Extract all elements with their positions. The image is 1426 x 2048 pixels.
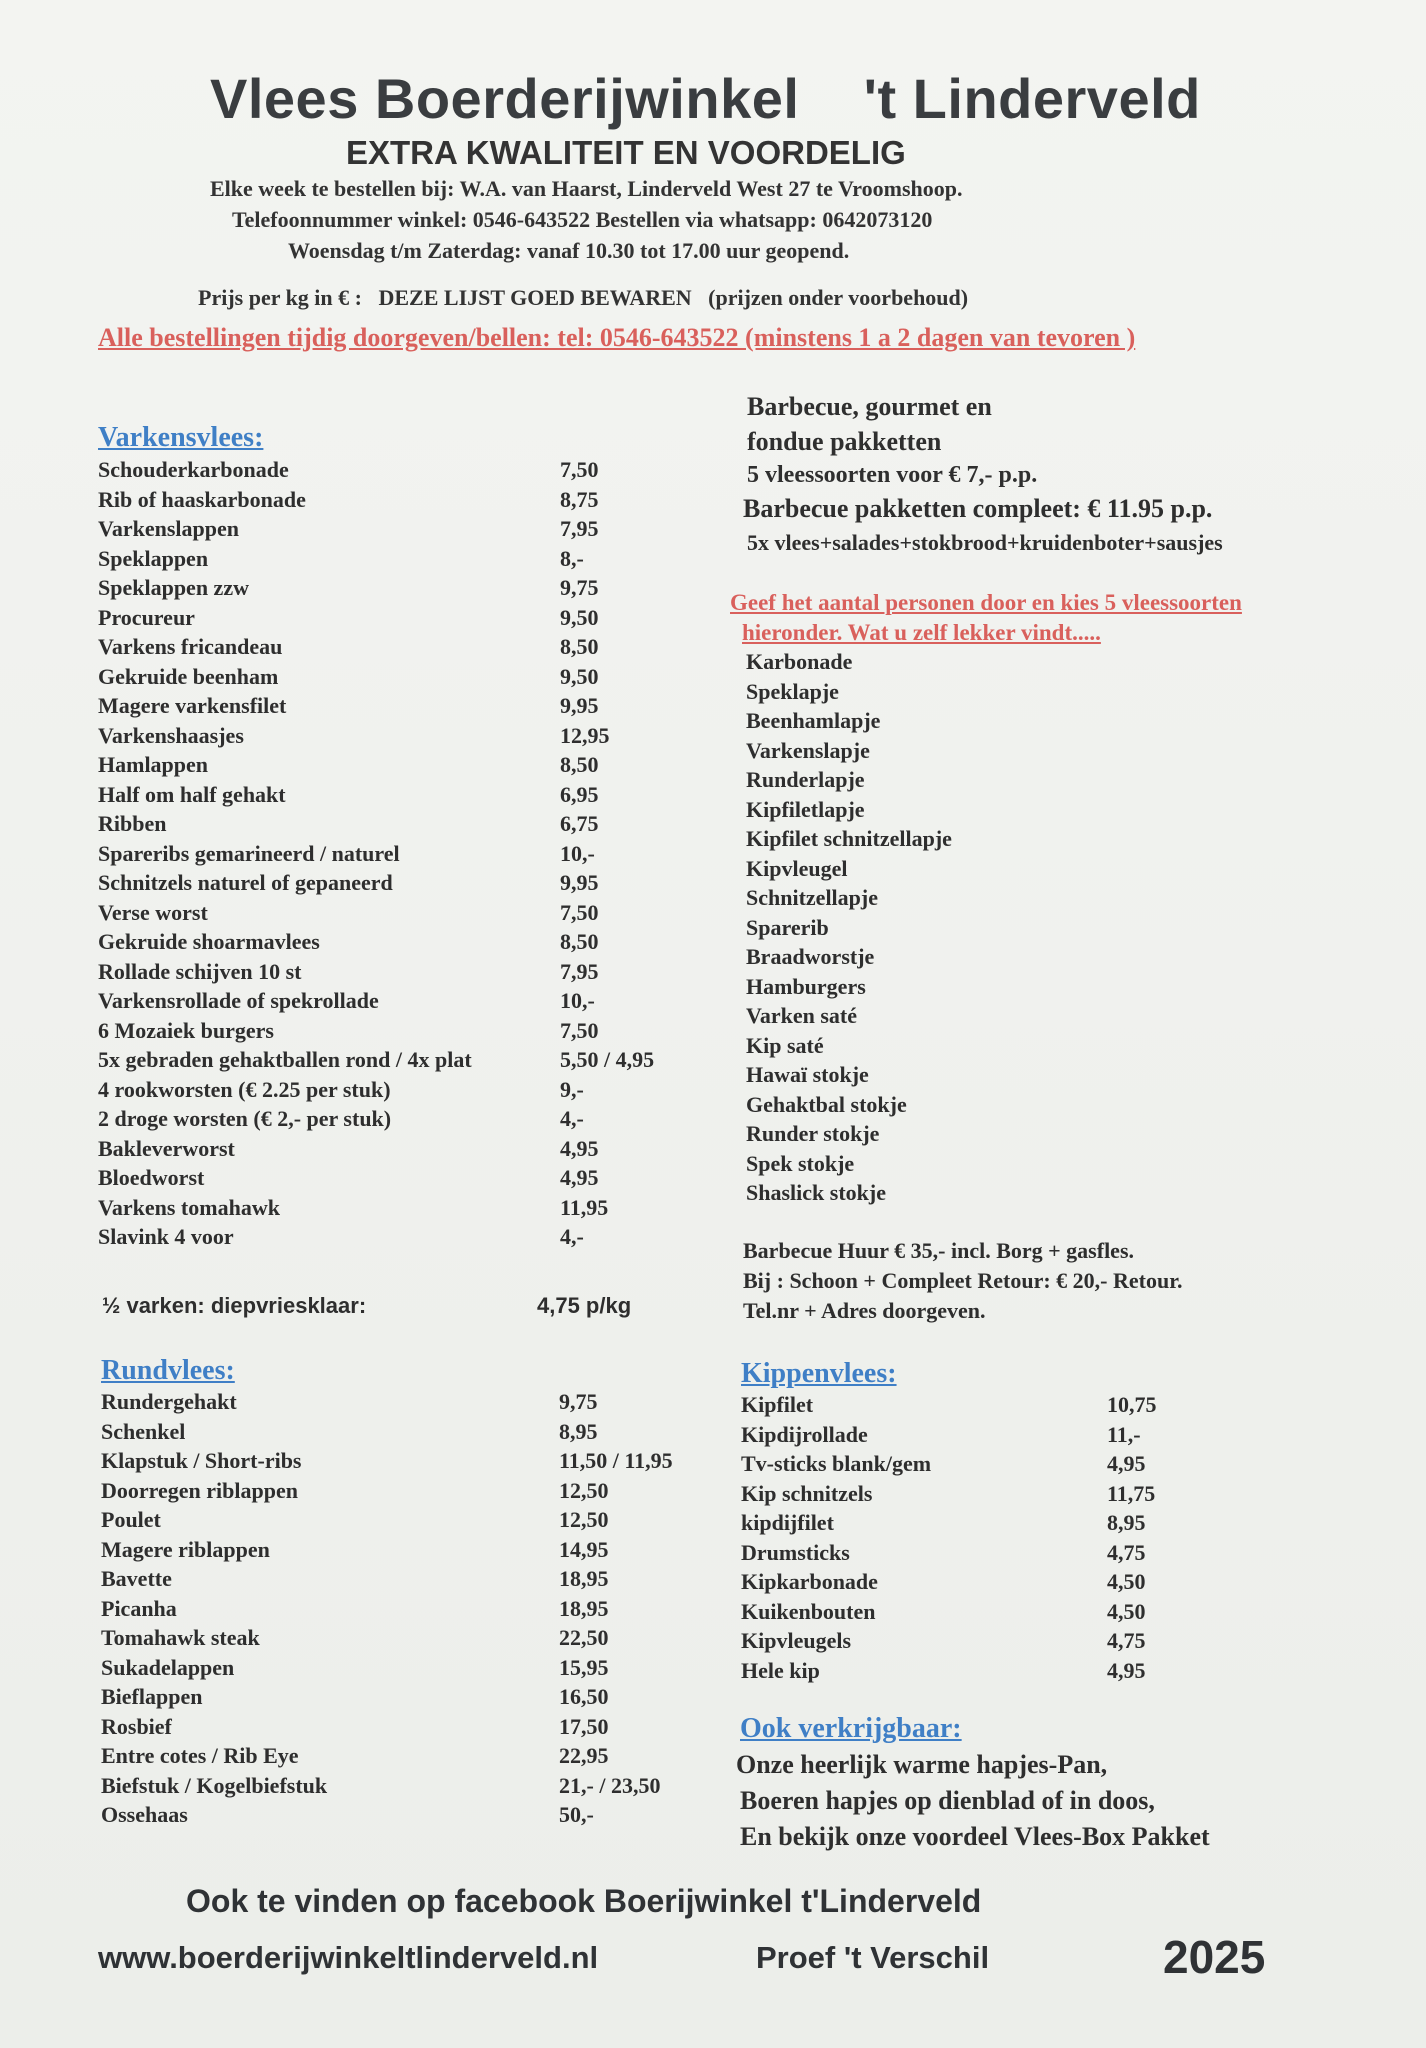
- bbq-heading-1: Barbecue, gourmet en: [747, 392, 992, 421]
- item-price: 4,50: [1107, 1569, 1146, 1594]
- price-note: Prijs per kg in € : DEZE LIJST GOED BEWAREN (prijzen onder voorbehoud): [198, 285, 969, 310]
- item-price: 22,95: [559, 1743, 609, 1768]
- order-info: Elke week te bestellen bij: W.A. van Haarst, Linderveld West 27 te Vroomshoop.: [210, 176, 963, 201]
- price-row: [98, 841, 678, 871]
- rundvlees-list: [101, 1389, 701, 1832]
- item-price: 10,-: [560, 840, 595, 866]
- bbq-option-label: Shaslick stokje: [746, 1180, 886, 1205]
- item-name: Speklappen zzw: [98, 575, 249, 600]
- item-name: Gekruide beenham: [98, 663, 279, 689]
- bbq-option: [746, 797, 1246, 827]
- bbq-meat-options-list: [746, 649, 1246, 1210]
- item-name: Hele kip: [741, 1657, 820, 1683]
- bbq-option: [746, 856, 1246, 886]
- bbq-option: [746, 1092, 1246, 1122]
- bbq-option-label: Beenhamlapje: [746, 708, 881, 733]
- bbq-instruction-1: Geef het aantal personen door en kies 5 vleessoorten: [730, 590, 1242, 615]
- price-row: [98, 959, 678, 989]
- bbq-rental-return: Bij : Schoon + Compleet Retour: € 20,- Retour.: [743, 1268, 1183, 1293]
- bbq-contents: 5x vlees+salades+stokbrood+kruidenboter+sausjes: [747, 530, 1223, 555]
- bbq-option: [746, 1062, 1246, 1092]
- bbq-option: [746, 767, 1246, 797]
- item-name: Kuikenbouten: [741, 1598, 876, 1624]
- section-title-rundvlees: Rundvlees:: [101, 1355, 235, 1386]
- item-price: 8,95: [559, 1418, 598, 1444]
- bbq-option-label: Runder stokje: [746, 1121, 880, 1146]
- item-name: Rib of haaskarbonade: [98, 486, 306, 512]
- item-price: 4,95: [560, 1165, 599, 1190]
- facebook-note: Ook te vinden op facebook Boerijwinkel t'Linderveld: [186, 1883, 982, 1919]
- item-name: Varkens tomahawk: [98, 1194, 280, 1220]
- bbq-option: [746, 885, 1246, 915]
- price-row: [98, 487, 678, 517]
- bbq-rental-contact: Tel.nr + Adres doorgeven.: [743, 1298, 986, 1323]
- item-price: 7,95: [560, 516, 599, 541]
- price-row: [98, 664, 678, 694]
- bbq-option: [746, 1003, 1246, 1033]
- bbq-complete-price: Barbecue pakketten compleet: € 11.95 p.p.: [743, 494, 1213, 523]
- item-price: 6,75: [560, 811, 599, 836]
- bbq-option: [746, 649, 1246, 679]
- item-name: Varkenslappen: [98, 516, 240, 541]
- item-name: Kipvleugels: [741, 1628, 852, 1653]
- price-row: [101, 1596, 701, 1626]
- item-name: Slavink 4 voor: [98, 1224, 234, 1249]
- bbq-option: [746, 679, 1246, 709]
- item-price: 9,95: [560, 870, 599, 895]
- item-price: 16,50: [559, 1684, 609, 1709]
- price-row: [98, 1224, 678, 1254]
- price-row: [98, 782, 678, 812]
- item-name: Poulet: [101, 1507, 161, 1532]
- item-name: Rosbief: [101, 1713, 172, 1739]
- item-name: 6 Mozaiek burgers: [98, 1017, 274, 1043]
- item-name: 5x gebraden gehaktballen rond / 4x plat: [98, 1047, 472, 1072]
- item-price: 9,75: [559, 1389, 598, 1414]
- bbq-option-label: Gehaktbal stokje: [746, 1091, 907, 1117]
- item-name: Schouderkarbonade: [98, 457, 289, 482]
- item-name: Biefstuk / Kogelbiefstuk: [101, 1772, 328, 1798]
- section-title-kippenvlees: Kippenvlees:: [741, 1358, 897, 1389]
- item-name: kipdijfilet: [741, 1510, 834, 1535]
- item-name: Tv-sticks blank/gem: [741, 1451, 932, 1476]
- item-name: Sukadelappen: [101, 1654, 235, 1680]
- price-row: [741, 1540, 1211, 1570]
- item-name: Bieflappen: [101, 1684, 203, 1709]
- item-name: Entre cotes / Rib Eye: [101, 1743, 299, 1768]
- half-pig-price: 4,75 p/kg: [537, 1293, 632, 1318]
- item-price: 4,95: [1107, 1451, 1146, 1476]
- price-row: [101, 1507, 701, 1537]
- item-price: 12,95: [560, 722, 610, 748]
- price-row: [98, 929, 678, 959]
- bbq-heading-3: 5 vleessoorten voor € 7,- p.p.: [747, 462, 1038, 488]
- shop-title: Vlees Boerderijwinkel 't Linderveld: [210, 67, 1201, 130]
- item-price: 9,50: [560, 604, 599, 630]
- slogan: Proef 't Verschil: [756, 1940, 990, 1975]
- price-row: [101, 1625, 701, 1655]
- item-price: 11,50 / 11,95: [559, 1448, 673, 1473]
- item-price: 9,75: [560, 575, 599, 600]
- shop-subtitle: EXTRA KWALITEIT EN VOORDELIG: [346, 134, 906, 171]
- item-name: Varkenshaasjes: [98, 722, 244, 748]
- price-row: [98, 870, 678, 900]
- bbq-option-label: Karbonade: [746, 649, 853, 674]
- item-price: 11,75: [1107, 1480, 1156, 1506]
- section-title-ook-verkrijgbaar: Ook verkrijgbaar:: [740, 1713, 962, 1744]
- bbq-option-label: Hamburgers: [746, 973, 866, 999]
- item-price: 4,-: [560, 1224, 584, 1249]
- item-name: Hamlappen: [98, 752, 209, 777]
- item-price: 8,75: [560, 486, 599, 512]
- price-row: [98, 605, 678, 635]
- item-name: Speklappen: [98, 545, 209, 571]
- price-row: [101, 1743, 701, 1773]
- price-row: [98, 1195, 678, 1225]
- price-row: [98, 1047, 678, 1077]
- price-row: [98, 546, 678, 576]
- bbq-option-label: Hawaï stokje: [746, 1062, 869, 1087]
- price-row: [741, 1599, 1211, 1629]
- bbq-option: [746, 1121, 1246, 1151]
- section-title-varkensvlees: Varkensvlees:: [98, 422, 264, 453]
- bbq-option-label: Runderlapje: [746, 767, 865, 792]
- bbq-option: [746, 826, 1246, 856]
- item-price: 7,50: [560, 899, 599, 925]
- bbq-option-label: Speklapje: [746, 678, 839, 704]
- price-row: [98, 1077, 678, 1107]
- item-price: 8,50: [560, 752, 599, 777]
- price-row: [741, 1481, 1211, 1511]
- price-row: [101, 1566, 701, 1596]
- price-row: [98, 723, 678, 753]
- extra-boeren-hapjes: Boeren hapjes op dienblad of in doos,: [740, 1786, 1155, 1815]
- price-row: [98, 1106, 678, 1136]
- half-pig-label: ½ varken: diepvriesklaar:: [102, 1293, 367, 1318]
- item-price: 21,- / 23,50: [559, 1772, 661, 1798]
- bbq-option: [746, 1033, 1246, 1063]
- price-row: [741, 1658, 1211, 1688]
- item-price: 4,75: [1107, 1539, 1146, 1565]
- price-row: [98, 811, 678, 841]
- item-price: 7,50: [560, 1017, 599, 1043]
- bbq-option-label: Kipfiletlapje: [746, 796, 865, 822]
- bbq-option: [746, 915, 1246, 945]
- item-name: Varkensrollade of spekrollade: [98, 988, 379, 1013]
- item-price: 9,50: [560, 663, 599, 689]
- price-row: [101, 1448, 701, 1478]
- bbq-option: [746, 708, 1246, 738]
- item-price: 9,-: [560, 1076, 584, 1102]
- item-name: Schnitzels naturel of gepaneerd: [98, 870, 393, 895]
- item-name: Spareribs gemarineerd / naturel: [98, 840, 400, 866]
- item-name: Bavette: [101, 1566, 172, 1591]
- item-price: 4,50: [1107, 1598, 1146, 1624]
- bbq-option: [746, 1151, 1246, 1181]
- price-row: [101, 1684, 701, 1714]
- bbq-option: [746, 1180, 1246, 1210]
- item-name: Bloedworst: [98, 1165, 205, 1190]
- price-row: [101, 1389, 701, 1419]
- item-name: Doorregen riblappen: [101, 1477, 298, 1503]
- price-row: [741, 1422, 1211, 1452]
- bbq-option-label: Kipfilet schnitzellapje: [746, 826, 952, 851]
- item-price: 15,95: [559, 1654, 609, 1680]
- item-name: Rollade schijven 10 st: [98, 958, 302, 984]
- item-name: Varkens fricandeau: [98, 634, 283, 659]
- item-name: Rundergehakt: [101, 1389, 237, 1414]
- item-name: Ossehaas: [101, 1802, 188, 1827]
- item-price: 18,95: [559, 1566, 609, 1591]
- price-row: [101, 1802, 701, 1832]
- item-price: 4,95: [560, 1135, 599, 1161]
- item-price: 11,-: [1107, 1421, 1141, 1447]
- price-row: [98, 634, 678, 664]
- bbq-rental: Barbecue Huur € 35,- incl. Borg + gasfles.: [743, 1238, 1135, 1263]
- item-price: 5,50 / 4,95: [560, 1047, 655, 1072]
- item-price: 14,95: [559, 1536, 609, 1562]
- item-name: Ribben: [98, 811, 167, 836]
- item-name: Kip schnitzels: [741, 1480, 873, 1506]
- bbq-option: [746, 974, 1246, 1004]
- bbq-option-label: Kip saté: [746, 1032, 824, 1058]
- price-row: [741, 1510, 1211, 1540]
- item-name: Kipdijrollade: [741, 1421, 868, 1447]
- price-row: [98, 693, 678, 723]
- website-link[interactable]: www.boerderijwinkeltlinderveld.nl: [98, 1940, 599, 1975]
- year: 2025: [1163, 1931, 1266, 1983]
- item-price: 9,95: [560, 693, 599, 718]
- item-price: 7,95: [560, 958, 599, 984]
- price-row: [98, 900, 678, 930]
- item-price: 10,-: [560, 988, 595, 1013]
- item-name: Tomahawk steak: [101, 1625, 260, 1650]
- price-row: [101, 1478, 701, 1508]
- bbq-heading-2: fondue pakketten: [747, 427, 942, 456]
- item-price: 8,-: [560, 545, 584, 571]
- item-price: 4,75: [1107, 1628, 1146, 1653]
- extra-hapjes-pan: Onze heerlijk warme hapjes-Pan,: [736, 1750, 1108, 1779]
- bbq-option-label: Varkenslapje: [746, 737, 870, 763]
- item-name: Picanha: [101, 1595, 177, 1621]
- price-row: [98, 457, 678, 487]
- price-row: [98, 1165, 678, 1195]
- price-row: [741, 1569, 1211, 1599]
- item-name: Klapstuk / Short-ribs: [101, 1448, 302, 1473]
- price-row: [98, 1018, 678, 1048]
- order-alert: Alle bestellingen tijdig doorgeven/bellen: tel: 0546-643522 (minstens 1 a 2 dagen van tevoren ): [98, 323, 1136, 352]
- item-price: 50,-: [559, 1802, 594, 1827]
- price-row: [98, 752, 678, 782]
- opening-hours: Woensdag t/m Zaterdag: vanaf 10.30 tot 17.00 uur geopend.: [288, 238, 850, 263]
- item-price: 22,50: [559, 1625, 609, 1650]
- bbq-option-label: Schnitzellapje: [746, 885, 878, 910]
- item-name: Bakleverworst: [98, 1135, 235, 1161]
- price-row: [101, 1419, 701, 1449]
- item-name: Procureur: [98, 604, 195, 630]
- varkensvlees-list: [98, 457, 678, 1254]
- bbq-option-label: Kipvleugel: [746, 855, 848, 881]
- item-price: 8,95: [1107, 1510, 1146, 1535]
- price-row: [741, 1451, 1211, 1481]
- item-price: 4,95: [1107, 1657, 1146, 1683]
- item-name: Kipkarbonade: [741, 1569, 878, 1594]
- item-name: Verse worst: [98, 899, 208, 925]
- item-name: 2 droge worsten (€ 2,- per stuk): [98, 1106, 392, 1131]
- item-name: Magere varkensfilet: [98, 693, 287, 718]
- bbq-option-label: Braadworstje: [746, 944, 875, 969]
- item-price: 12,50: [559, 1507, 609, 1532]
- item-name: Half om half gehakt: [98, 781, 286, 807]
- item-price: 17,50: [559, 1713, 609, 1739]
- price-row: [101, 1773, 701, 1803]
- item-price: 11,95: [560, 1194, 609, 1220]
- item-name: Magere riblappen: [101, 1536, 270, 1562]
- item-price: 18,95: [559, 1595, 609, 1621]
- item-price: 4,-: [560, 1106, 584, 1131]
- item-price: 8,50: [560, 929, 599, 954]
- price-row: [101, 1537, 701, 1567]
- item-price: 7,50: [560, 457, 599, 482]
- price-row: [741, 1392, 1211, 1422]
- item-name: Drumsticks: [741, 1539, 850, 1565]
- price-row: [101, 1655, 701, 1685]
- price-row: [98, 1136, 678, 1166]
- bbq-option: [746, 944, 1246, 974]
- extra-vlees-box: En bekijk onze voordeel Vlees-Box Pakket: [740, 1822, 1210, 1851]
- item-price: 10,75: [1107, 1392, 1157, 1417]
- phone-info: Telefoonnummer winkel: 0546-643522 Bestellen via whatsapp: 0642073120: [232, 207, 933, 232]
- price-row: [101, 1714, 701, 1744]
- price-row: [98, 516, 678, 546]
- kippenvlees-list: [741, 1392, 1211, 1687]
- bbq-option-label: Spek stokje: [746, 1150, 855, 1176]
- item-name: Gekruide shoarmavlees: [98, 929, 320, 954]
- item-price: 6,95: [560, 781, 599, 807]
- bbq-option: [746, 738, 1246, 768]
- item-price: 12,50: [559, 1477, 609, 1503]
- bbq-option-label: Varken saté: [746, 1003, 858, 1028]
- item-name: 4 rookworsten (€ 2.25 per stuk): [98, 1076, 391, 1102]
- price-row: [741, 1628, 1211, 1658]
- price-row: [98, 988, 678, 1018]
- bbq-instruction-2: hieronder. Wat u zelf lekker vindt.....: [742, 620, 1101, 645]
- item-price: 8,50: [560, 634, 599, 659]
- item-name: Schenkel: [101, 1418, 186, 1444]
- price-row: [98, 575, 678, 605]
- bbq-option-label: Sparerib: [746, 914, 829, 940]
- item-name: Kipfilet: [741, 1392, 814, 1417]
